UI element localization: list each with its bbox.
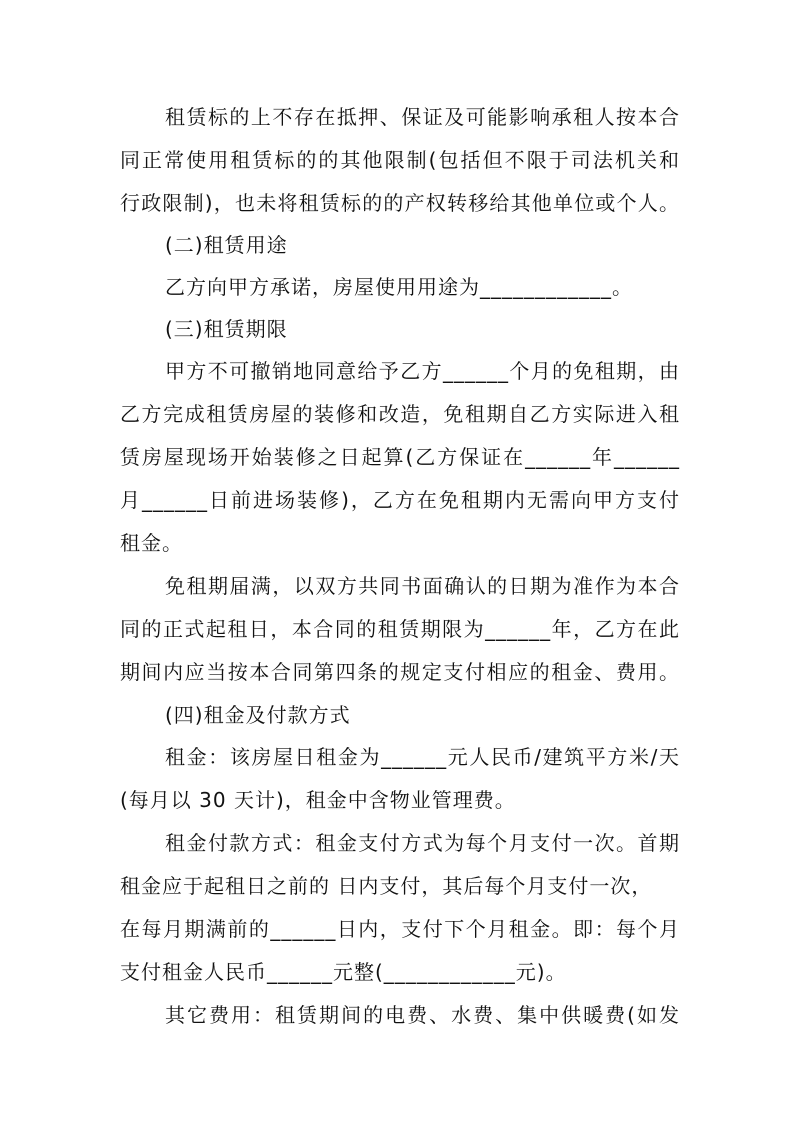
- text-line: 租金。: [120, 531, 183, 555]
- section-heading: (二)租赁用途: [165, 233, 288, 257]
- text-line: 行政限制)，也未将租赁标的的产权转移给其他单位或个人。: [120, 191, 680, 215]
- section-heading: (三)租赁期限: [165, 317, 288, 341]
- text-line: 支付租金人民币______元整(____________元)。: [120, 960, 567, 984]
- text-line: 月______日前进场装修)，乙方在免租期内无需向甲方支付: [120, 488, 680, 512]
- section-heading: (四)租金及付款方式: [165, 703, 351, 727]
- text-line: 乙方向甲方承诺，房屋使用用途为____________。: [165, 275, 633, 299]
- text-line: 租金应于起租日之前的 日内支付，其后每个月支付一次，: [120, 874, 653, 898]
- text-line: 免租期届满，以双方共同书面确认的日期为准作为本合: [165, 574, 680, 598]
- text-line: 赁房屋现场开始装修之日起算(乙方保证在______年______: [120, 445, 680, 469]
- text-line: 乙方完成租赁房屋的装修和改造，免租期自乙方实际进入租: [120, 402, 680, 426]
- text-line: 其它费用：租赁期间的电费、水费、集中供暖费(如发: [165, 1003, 680, 1027]
- text-line: 甲方不可撤销地同意给予乙方______个月的免租期，由: [165, 359, 680, 383]
- text-line: 同的正式起租日，本合同的租赁期限为______年，乙方在此: [120, 617, 680, 641]
- text-line: 在每月期满前的______日内，支付下个月租金。即：每个月: [120, 917, 680, 941]
- text-line: 期间内应当按本合同第四条的规定支付相应的租金、费用。: [120, 660, 680, 684]
- text-line: 租赁标的上不存在抵押、保证及可能影响承租人按本合: [165, 105, 680, 129]
- text-line: (每月以 30 天计)，租金中含物业管理费。: [120, 788, 516, 812]
- text-line: 租金：该房屋日租金为______元人民币/建筑平方米/天: [165, 745, 680, 769]
- text-line: 同正常使用租赁标的的其他限制(包括但不限于司法机关和: [120, 148, 680, 172]
- text-line: 租金付款方式：租金支付方式为每个月支付一次。首期: [165, 831, 680, 855]
